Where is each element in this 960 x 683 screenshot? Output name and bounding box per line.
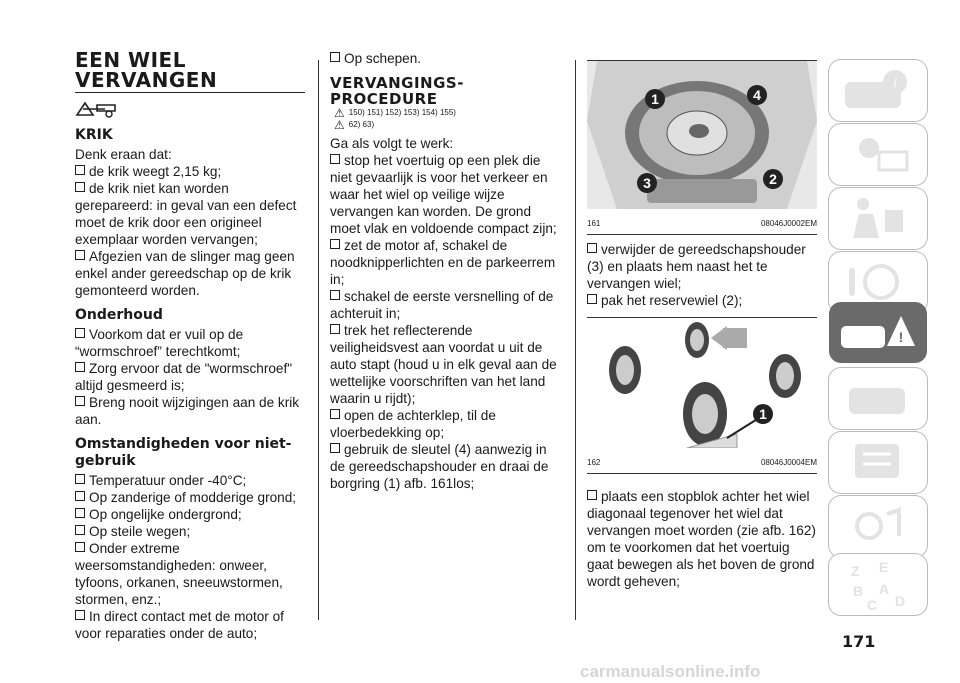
svg-text:3: 3 — [643, 175, 651, 191]
jack-icon — [75, 99, 305, 121]
svg-text:i: i — [893, 76, 897, 91]
column-divider — [318, 60, 319, 620]
nav-tab-index[interactable] — [829, 554, 927, 615]
heading-onderhoud: Onderhoud — [75, 307, 163, 323]
seatbelt-safety-icon — [829, 188, 927, 249]
svg-text:4: 4 — [753, 87, 761, 103]
figure-caption — [587, 452, 817, 474]
attention-refs — [334, 119, 560, 131]
list-item: Op steile wegen; — [75, 523, 305, 540]
svg-text:1: 1 — [759, 406, 767, 422]
list-item: plaats een stopblok achter het wiel diagonaal tegenover het wiel dat vervangen moet worden (zie afb. 162) om te voorkomen dat het voertuig gaat bewegen als het boven de grond wordt geheven; — [587, 489, 816, 589]
multimedia-icon — [829, 496, 927, 557]
callout-2 — [763, 169, 783, 189]
spare-wheel-illustration — [587, 61, 817, 209]
svg-text:D: D — [895, 593, 906, 609]
emergency-car-icon — [829, 302, 927, 363]
list-item: In direct contact met de motor of voor reparaties onder de auto; — [75, 608, 305, 642]
figure-number: 161 — [587, 219, 601, 228]
list-item: zet de motor af, schakel de noodknipperlichten en de parkeerrem in; — [330, 237, 560, 288]
nav-tab-safety[interactable] — [829, 188, 927, 249]
list-item: Op schepen. — [330, 50, 560, 67]
warning-ref-list: 150) 151) 152) 153) 154) 155) — [348, 108, 456, 117]
heading-omstandigheden: Omstandigheden voor niet-gebruik — [75, 436, 292, 469]
list-item: Zorg ervoor dat de "wormschroef" altijd gesmeerd is; — [75, 360, 305, 394]
list-item: Op zanderige of modderige grond; — [75, 489, 305, 506]
list-item: open de achterklep, til de vloerbedekking op; — [330, 407, 560, 441]
callout-1 — [645, 89, 665, 109]
paragraph: Ga als volgt te werk: — [330, 136, 454, 151]
list-item: trek het reflecterende veiligheidsvest aan voordat u uit de auto stapt (houd u in elk geval aan de wettelijke voorschriften van het land waarin u rijdt); — [330, 322, 560, 407]
nav-tab-warning-lights[interactable] — [829, 124, 927, 185]
column-2 — [330, 50, 560, 492]
column-1 — [75, 50, 305, 642]
figure-number: 162 — [587, 458, 601, 467]
dashboard-car-icon — [829, 60, 927, 121]
paragraph: Denk eraan dat: — [75, 147, 172, 162]
callout-1 — [753, 404, 773, 424]
title-line-2: VERVANGEN — [75, 68, 218, 92]
nav-tab-emergency[interactable] — [829, 302, 927, 363]
list-item: Voorkom dat er vuil op de “wormschroef” terechtkomt; — [75, 326, 305, 360]
list-item: verwijder de gereedschapshouder (3) en plaats hem naast het te vervangen wiel; — [587, 241, 817, 292]
list-item: Op ongelijke ondergrond; — [75, 506, 305, 523]
list-item: stop het voertuig op een plek die niet gevaarlijk is voor het verkeer en waar het wiel op veilige wijze vervangen kan worden. De grond moet vlak en voldoende compact zijn; — [330, 152, 560, 237]
svg-text:!: ! — [898, 329, 904, 345]
svg-text:C: C — [867, 597, 878, 613]
list-item: schakel de eerste versnelling of de achteruit in; — [330, 288, 560, 322]
nav-tab-technical-data[interactable] — [829, 432, 927, 493]
section-title — [330, 75, 560, 107]
wheel-chock-illustration — [587, 318, 817, 448]
heading-krik: KRIK — [75, 127, 113, 143]
callout-4 — [747, 85, 767, 105]
title-line-2: PROCEDURE — [330, 90, 438, 108]
svg-text:A: A — [879, 581, 890, 597]
warning-lights-icon — [829, 124, 927, 185]
warning-refs — [334, 107, 560, 119]
svg-text:1: 1 — [651, 91, 659, 107]
list-item: Breng nooit wijzigingen aan de krik aan. — [75, 394, 305, 428]
column-divider — [575, 60, 576, 620]
svg-text:Z: Z — [851, 563, 860, 579]
title-line-1: EEN WIEL — [75, 48, 186, 72]
alphabetical-index-icon — [829, 554, 927, 615]
list-item: de krik niet kan worden gerepareerd: in geval van een defect moet de krik door een origineel exemplaar worden vervangen; — [75, 180, 305, 248]
section-title — [75, 50, 305, 93]
nav-tab-dashboard[interactable] — [829, 60, 927, 121]
list-item: Onder extreme weersomstandigheden: onweer, tyfoons, orkanen, sneeuwstormen, stormen, enz.; — [75, 540, 305, 608]
svg-text:2: 2 — [769, 171, 777, 187]
technical-data-icon — [829, 432, 927, 493]
figure-caption — [587, 213, 817, 235]
list-item: gebruik de sleutel (4) aanwezig in de gereedschapshouder en draai de borgring (1) afb. 161los; — [330, 441, 560, 492]
nav-tab-maintenance[interactable] — [829, 368, 927, 429]
page-number: 171 — [842, 632, 876, 651]
nav-tab-multimedia[interactable] — [829, 496, 927, 557]
attention-ref-list: 62) 63) — [348, 120, 375, 129]
figure-162 — [587, 317, 817, 474]
svg-text:B: B — [853, 583, 864, 599]
list-item: de krik weegt 2,15 kg; — [75, 163, 305, 180]
list-item: Temperatuur onder -40°C; — [75, 472, 305, 489]
list-item: pak het reservewiel (2); — [587, 292, 817, 309]
title-line-1: VERVANGINGS- — [330, 74, 464, 92]
warning-icon: ⚠ — [334, 106, 345, 120]
column-3 — [587, 60, 817, 590]
maintenance-car-icon — [829, 368, 927, 429]
svg-text:E: E — [879, 559, 889, 575]
watermark: carmanualsonline.info — [580, 662, 761, 681]
attention-icon: ⚠ — [334, 118, 345, 132]
figure-code: 08046J0004EM — [760, 458, 817, 467]
figure-code: 08046J0002EM — [760, 219, 817, 228]
callout-3 — [637, 173, 657, 193]
list-item: Afgezien van de slinger mag geen enkel ander gereedschap op de krik gemonteerd worden. — [75, 248, 305, 299]
figure-161 — [587, 60, 817, 235]
